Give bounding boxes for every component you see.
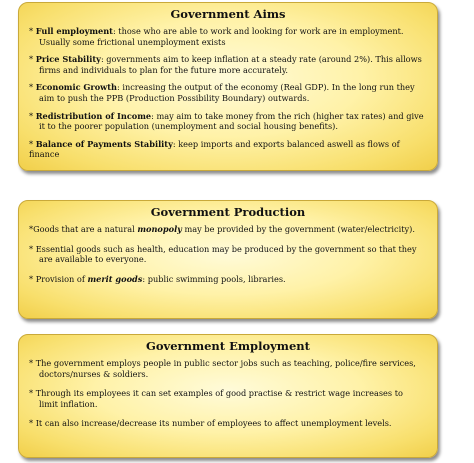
aims-term: Economic Growth xyxy=(35,82,117,93)
bullet: * xyxy=(29,26,34,36)
aims-text: : governments aim to keep inflation at a steady rate (around 2%). This allows xyxy=(100,54,422,65)
employment-text: * Through its employees it can set examples of good practise & restrict wage increases to xyxy=(29,388,403,399)
aims-text-cont: it to the poorer population (unemployment and social housing benefits). xyxy=(39,121,338,132)
bullet: * xyxy=(29,110,34,121)
production-emphasis: merit goods xyxy=(87,273,143,284)
government-aims-card xyxy=(18,2,438,171)
employment-item-public-sector xyxy=(29,358,427,379)
aims-term: Full employment xyxy=(35,26,113,36)
employment-text: * The government employs people in public sector jobs such as teaching, police/fire services, xyxy=(29,358,416,368)
aims-item-economic-growth xyxy=(29,82,427,103)
aims-term: Price Stability xyxy=(35,54,101,65)
bullet: * xyxy=(29,138,34,149)
employment-text: * It can also increase/decrease its number of employees to affect unemployment levels. xyxy=(29,418,392,429)
aims-title: Government Aims xyxy=(170,7,286,21)
aims-text-cont: aim to push the PPB (Production Possibility Boundary) outwards. xyxy=(39,92,310,103)
employment-item-wage-restriction xyxy=(29,388,427,409)
production-title: Government Production xyxy=(150,205,306,219)
production-text: may be provided by the government (water/electricity). xyxy=(181,224,415,234)
bullet: * xyxy=(29,54,34,65)
aims-text: : those who are able to work and looking for work are in employment. xyxy=(112,26,404,36)
aims-text-cont: Usually some frictional unemployment exists xyxy=(39,36,226,47)
production-item-merit-goods xyxy=(29,274,427,285)
production-text: : public swimming pools, libraries. xyxy=(142,273,286,284)
production-text: * Provision of xyxy=(29,273,88,284)
employment-text-cont: limit inflation. xyxy=(39,398,98,409)
aims-item-balance-of-payments xyxy=(29,139,427,160)
aims-item-price-stability xyxy=(29,54,427,75)
production-text-cont: are available to everyone. xyxy=(39,254,147,265)
employment-title: Government Employment xyxy=(146,339,310,353)
aims-term: Balance of Payments Stability xyxy=(35,138,173,149)
aims-text: : increasing the output of the economy (Real GDP). In the long run they xyxy=(116,82,415,93)
aims-term: Redistribution of Income xyxy=(35,110,152,121)
aims-item-full-employment xyxy=(29,26,427,47)
aims-text-cont: firms and individuals to plan for the future more accurately. xyxy=(39,64,288,75)
bullet: * xyxy=(29,82,34,93)
employment-text-cont: doctors/nurses & soldiers. xyxy=(39,368,149,379)
production-text: *Goods that are a natural xyxy=(29,224,138,234)
production-item-essential-goods xyxy=(29,244,427,265)
government-employment-card xyxy=(18,334,438,458)
government-production-card xyxy=(18,200,438,319)
employment-item-employee-levels xyxy=(29,418,427,429)
production-item-monopoly xyxy=(29,224,427,235)
production-text: * Essential goods such as health, education may be produced by the government so that they xyxy=(29,243,417,254)
aims-item-redistribution xyxy=(29,111,427,132)
production-emphasis: monopoly xyxy=(137,224,182,234)
aims-text: : may aim to take money from the rich (higher tax rates) and give xyxy=(151,110,424,121)
aims-text: : keep imports and exports balanced aswell as flows of finance xyxy=(29,138,400,160)
